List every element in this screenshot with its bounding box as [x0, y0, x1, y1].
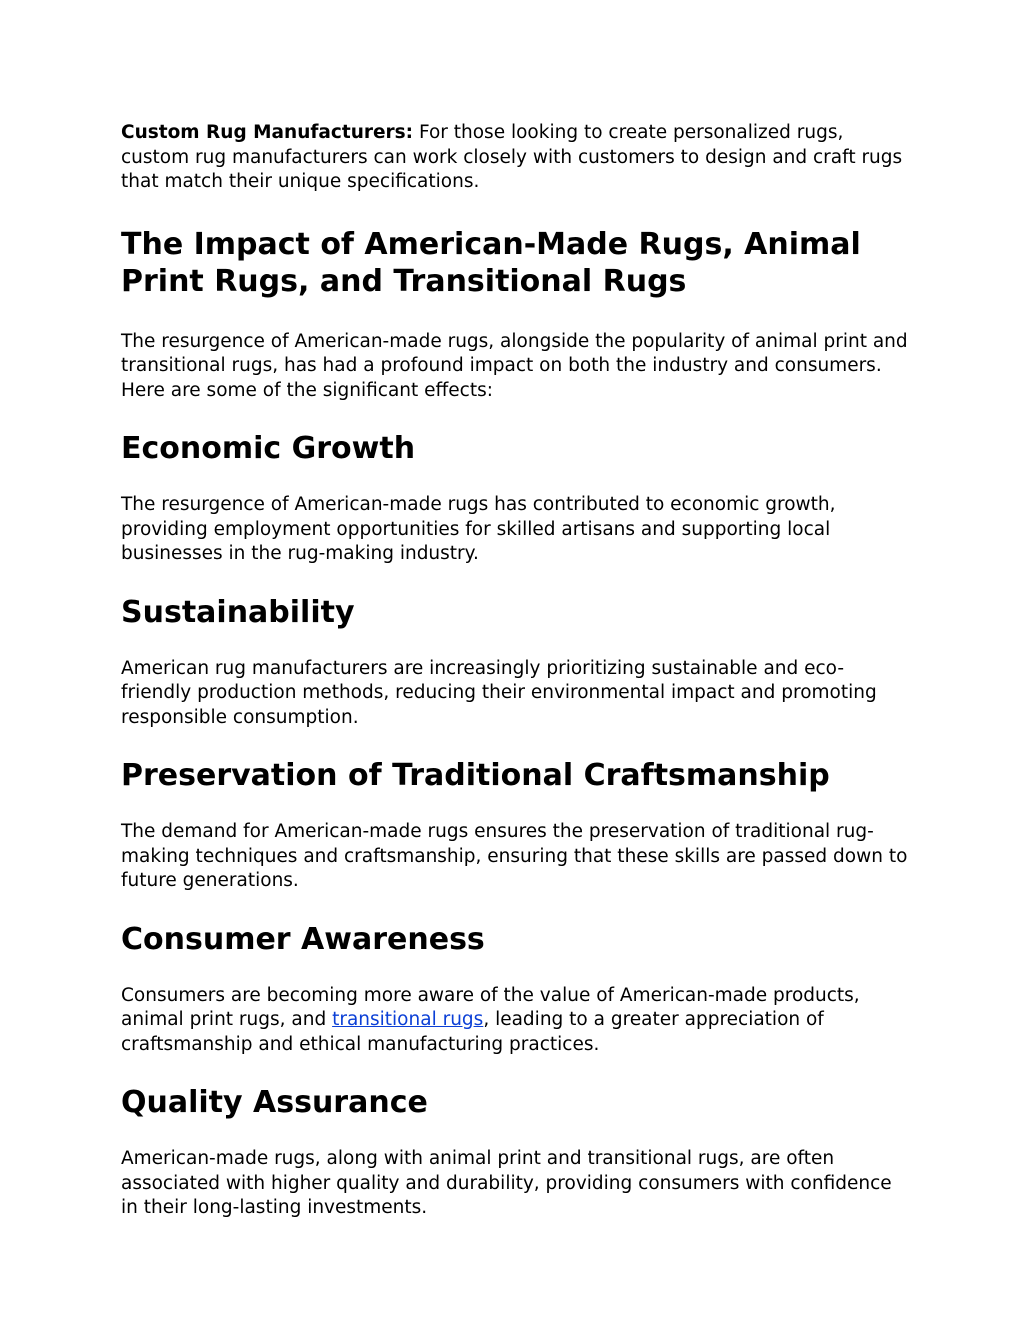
awareness-text-before: Consumers are becoming more aware of the value of American-made products, animal print rugs, and — [121, 984, 860, 1030]
sustainability-heading: Sustainability — [121, 594, 355, 630]
impact-heading: The Impact of American-Made Rugs, Animal Print Rugs, and Transitional Rugs — [121, 226, 861, 299]
intro-text: For those looking to create personalized rugs, custom rug manufacturers can work closely with customers to design and craft rugs that match their unique specifications. — [121, 122, 903, 192]
impact-paragraph: The resurgence of American-made rugs, alongside the popularity of animal print and transitional rugs, has had a profound impact on both the industry and consumers. Here are some of the significant effects: — [121, 330, 908, 401]
awareness-paragraph — [121, 984, 911, 1058]
intro-paragraph — [121, 121, 911, 195]
document-page — [121, 121, 911, 1221]
economic-paragraph: The resurgence of American-made rugs has contributed to economic growth, providing employment opportunities for skilled artisans and supporting local businesses in the rug-making industry. — [121, 494, 836, 564]
intro-lead: Custom Rug Manufacturers: — [121, 122, 414, 143]
awareness-text-after: , leading to a greater appreciation of craftsmanship and ethical manufacturing practices. — [121, 1009, 824, 1055]
quality-heading: Quality Assurance — [121, 1085, 428, 1120]
quality-paragraph: American-made rugs, along with animal print and transitional rugs, are often associated with higher quality and durability, providing consumers with confidence in their long-lasting investments. — [121, 1148, 892, 1218]
awareness-heading: Consumer Awareness — [121, 921, 485, 957]
preservation-paragraph: The demand for American-made rugs ensures the preservation of traditional rug-making techniques and craftsmanship, ensuring that these skills are passed down to future generations. — [121, 821, 908, 891]
preservation-heading: Preservation of Traditional Craftsmanship — [121, 758, 830, 793]
sustainability-paragraph: American rug manufacturers are increasingly prioritizing sustainable and eco-friendly production methods, reducing their environmental impact and promoting responsible consumption. — [121, 657, 877, 728]
transitional-rugs-link[interactable]: transitional rugs — [332, 1009, 484, 1030]
economic-heading: Economic Growth — [121, 431, 416, 466]
